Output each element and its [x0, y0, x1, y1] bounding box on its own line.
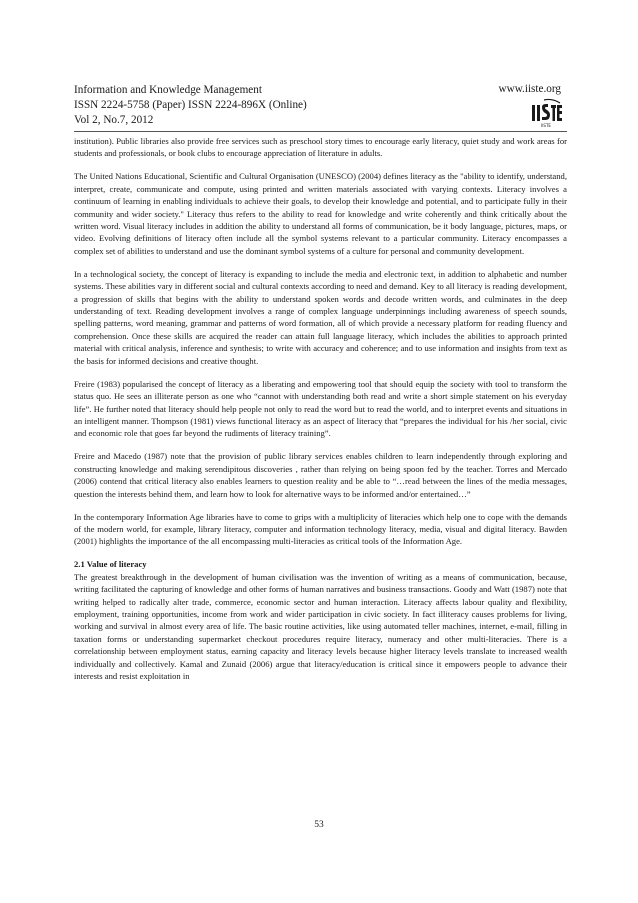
paragraph-4: Freire (1983) popularised the concept of literacy as a liberating and empowering tool that should equip the society with tool to transform the status quo. He sees an illiterate person as one who “cannot with understanding both read and write a short simple statement on his everyday life”. He further noted that literacy should help people not only to read the word but to read the world, and to interpret events and situations in an intelligent manner. Thompson (1981) views functional literacy as an aspect of literacy that “prepares the individual for his /her social, civic and economic role that goes far beyond the rudiments of literacy training”.: [74, 378, 567, 439]
page-header: [74, 83, 567, 129]
iiste-logo-icon: [530, 98, 563, 128]
paragraph-5: Freire and Macedo (1987) note that the provision of public library services enables children to learn independently through exploring and constructing knowledge and making serendipitous discoveries , rather than relying on being spoon fed by the teacher. Torres and Mercado (2006) contend that critical literacy also enables learners to question reality and be able to “…read between the lines of the media messages, question the interests behind them, and learn how to look for alternative ways to be informed and/or entertained…”: [74, 451, 567, 499]
issn-line: ISSN 2224-5758 (Paper) ISSN 2224-896X (Online): [74, 99, 307, 111]
section-heading: 2.1 Value of literacy: [74, 559, 147, 570]
paragraph-1: institution). Public libraries also provide free services such as preschool story times to encourage early literacy, quiet study and work areas for students and professionals, or book clubs to encourage appreciation of literature in adults.: [74, 136, 567, 159]
journal-title: Information and Knowledge Management: [74, 84, 262, 96]
paragraph-6: In the contemporary Information Age libraries have to come to grips with a multiplicity of literacies which help one to cope with the demands of the modern world, for example, library literacy, computer and information technology literacy, media, visual and digital literacy. Bawden (2001) highlights the importance of the all encompassing multi-literacies as critical tools of the Information Age.: [74, 511, 567, 547]
header-rule: [74, 131, 567, 132]
paragraph-2: The United Nations Educational, Scientific and Cultural Organisation (UNESCO) (2004) defines literacy as the "ability to identify, understand, interpret, create, communicate and compute, using printed and written materials associated with varying contexts. Literacy involves a continuum of learning in enabling individuals to achieve their goals, to develop their knowledge and potential, and to participate fully in their community and wider society." Literacy thus refers to the ability to read for knowledge and write coherently and think critically about the written word. Visual literacy includes in addition the ability to understand all forms of communication, be it body language, pictures, maps, or video. Evolving definitions of literacy often include all the symbol systems relevant to a particular community. Literacy encompasses a complex set of abilities to understand and use the dominant symbol systems of a culture for personal and community development.: [74, 171, 567, 256]
section-paragraph: The greatest breakthrough in the development of human civilisation was the invention of writing as a means of communication, because, writing facilitated the capturing of knowledge and other forms of human narratives and business transactions. Goody and Watt (1987) note that writing helped to radically alter trade, commerce, economic sector and human interaction. Literacy affects labour quality and flexibility, employment, training opportunities, income from work and wider participation in civic society. In fact illiteracy causes problems for living, working and survival in almost every area of life. The basic routine activities, like using automated teller machines, internet, e-mail, filling in taxation forms or understanding supermarket checkout procedures require literacy, numeracy and other multi-literacies. There is a correlationship between employment status, earning capacity and literacy levels because higher literacy levels translate to increased wealth individually and collectively. Kamal and Zunaid (2006) argue that literacy/education is critical since it empowers people to advance their interests and resist exploitation in: [74, 571, 567, 681]
volume-line: Vol 2, No.7, 2012: [74, 114, 154, 126]
page-number: 53: [314, 820, 324, 830]
journal-url[interactable]: www.iiste.org: [498, 83, 561, 95]
svg-text:IISTE: IISTE: [541, 123, 551, 128]
paragraph-3: In a technological society, the concept of literacy is expanding to include the media and electronic text, in addition to alphabetic and number systems. These abilities vary in different social and cultural contexts according to need and demand. Key to all literacy is reading development, a progression of skills that begins with the ability to understand spoken words and decode written words, and culminates in the deep understanding of text. Reading development involves a range of complex language underpinnings including awareness of speech sounds, spelling patterns, word meaning, grammar and patterns of word formation, all of which provide a necessary platform for reading fluency and comprehension. Once these skills are acquired the reader can attain full language literacy, which includes the abilities to approach printed material with critical analysis, inference and synthesis; to write with accuracy and coherence; and to use information and insights from text as the basis for informed decisions and creative thought.: [74, 268, 567, 366]
article-body: [74, 135, 567, 693]
